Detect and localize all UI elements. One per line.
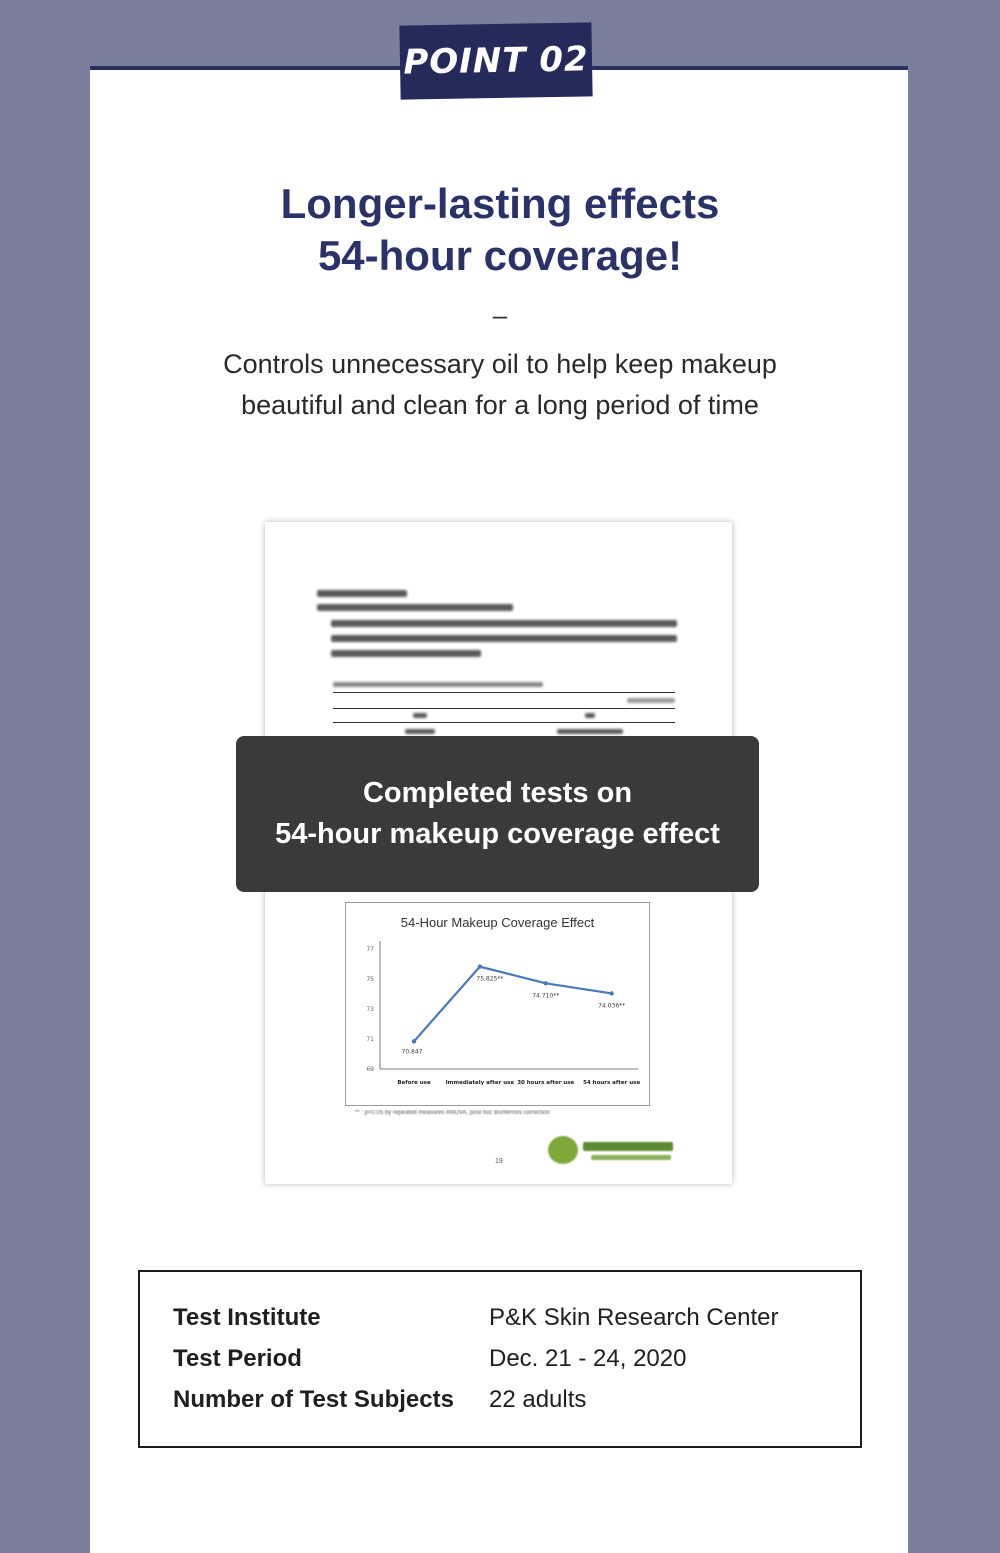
blurred-text — [331, 635, 677, 642]
coverage-chart — [345, 902, 650, 1106]
y-tick-label: 77 — [366, 946, 374, 953]
blurred-text — [557, 729, 623, 734]
y-tick-label: 73 — [366, 1006, 374, 1013]
description-line-2: beautiful and clean for a long period of time — [241, 390, 759, 420]
info-label: Number of Test Subjects — [173, 1386, 454, 1413]
headline-line-2: 54-hour coverage! — [317, 232, 683, 279]
blurred-text — [405, 729, 435, 734]
info-row-institute — [173, 1304, 833, 1344]
y-tick-label: 71 — [366, 1036, 374, 1043]
info-value: 22 adults — [489, 1386, 587, 1413]
data-point — [544, 981, 548, 985]
overlay-line-1: Completed tests on — [362, 777, 633, 809]
chart-plot — [346, 903, 649, 1105]
info-label: Test Institute — [173, 1304, 321, 1331]
chart-title: 54-Hour Makeup Coverage Effect — [400, 915, 595, 930]
chart-footnote: ** : p<0.05 by repeated measures ANOVA, post hoc Bonferroni correction — [355, 1110, 550, 1116]
x-tick-label: 54 hours after use — [583, 1080, 641, 1086]
x-tick-label: Before use — [397, 1080, 431, 1086]
table-rule — [333, 692, 675, 693]
info-value: P&K Skin Research Center — [489, 1304, 779, 1331]
test-info-box — [138, 1270, 862, 1448]
description — [0, 344, 1000, 426]
point-badge-label: POINT 02 — [403, 39, 589, 83]
test-completed-overlay — [236, 736, 759, 892]
series-line — [414, 967, 612, 1042]
blurred-text — [317, 590, 407, 597]
info-row-subjects — [173, 1386, 833, 1426]
y-tick-label: 75 — [366, 976, 374, 983]
info-value: Dec. 21 - 24, 2020 — [489, 1345, 687, 1372]
page-number: 19 — [495, 1158, 503, 1165]
description-line-1: Controls unnecessary oil to help keep makeup — [223, 349, 777, 379]
table-rule — [333, 722, 675, 723]
divider-dash: – — [492, 300, 508, 330]
data-label: 74.036** — [598, 1002, 626, 1010]
data-label: 74.710** — [532, 992, 560, 1000]
data-point — [478, 964, 482, 968]
data-label: 75.825** — [476, 975, 504, 983]
headline — [0, 178, 1000, 282]
overlay-line-2: 54-hour makeup coverage effect — [275, 818, 720, 850]
data-point — [609, 991, 613, 995]
headline-line-1: Longer-lasting effects — [280, 180, 720, 227]
info-row-period — [173, 1345, 833, 1385]
blurred-text — [627, 698, 675, 703]
info-label: Test Period — [173, 1345, 302, 1372]
blurred-text — [331, 650, 481, 657]
x-tick-label: 30 hours after use — [517, 1080, 575, 1086]
data-point — [412, 1039, 416, 1043]
blurred-text — [413, 713, 427, 718]
data-label: 70.847 — [401, 1048, 423, 1056]
y-tick-label: 69 — [366, 1066, 374, 1073]
institute-logo — [547, 1128, 677, 1168]
blurred-text — [331, 620, 677, 627]
point-badge — [399, 22, 592, 99]
blurred-text — [317, 604, 513, 611]
blurred-text — [333, 682, 543, 687]
blurred-text — [585, 713, 595, 718]
x-tick-label: Immediately after use — [445, 1080, 515, 1086]
table-rule — [333, 708, 675, 709]
